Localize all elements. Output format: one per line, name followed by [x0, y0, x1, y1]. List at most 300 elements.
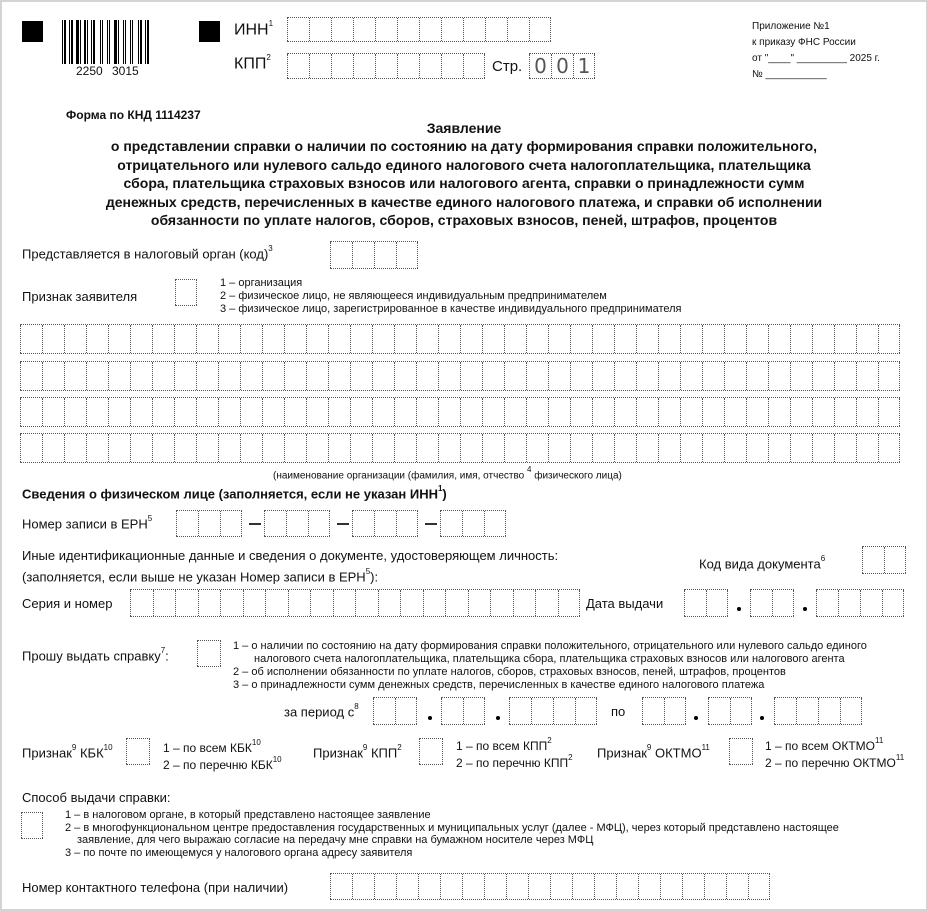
input-cell[interactable] [310, 590, 333, 616]
input-cell[interactable] [130, 434, 152, 462]
input-cell[interactable] [196, 325, 218, 353]
input-cell[interactable] [306, 434, 328, 462]
input-cell[interactable] [328, 434, 350, 462]
input-cell[interactable] [265, 590, 288, 616]
input-cell[interactable] [504, 325, 526, 353]
input-cell[interactable] [64, 434, 86, 462]
input-cell[interactable] [438, 434, 460, 462]
input-cell[interactable] [400, 590, 423, 616]
ern-field-group-4[interactable] [440, 510, 506, 537]
input-cell[interactable] [708, 698, 730, 724]
input-cell[interactable] [592, 362, 614, 390]
input-cell[interactable] [748, 874, 770, 899]
input-cell[interactable] [372, 362, 394, 390]
ern-dash [249, 523, 261, 525]
input-cell[interactable] [526, 325, 548, 353]
input-cell[interactable] [594, 874, 616, 899]
input-cell[interactable] [730, 698, 752, 724]
ern-field-group-3[interactable] [352, 510, 418, 537]
input-cell[interactable] [878, 325, 900, 353]
input-cell[interactable] [706, 590, 728, 616]
input-cell[interactable] [535, 590, 558, 616]
input-cell[interactable] [636, 434, 658, 462]
input-cell[interactable] [394, 434, 416, 462]
input-cell[interactable] [460, 434, 482, 462]
input-cell[interactable] [287, 54, 309, 78]
input-cell[interactable] [490, 590, 513, 616]
oktmo-flag-field[interactable] [729, 738, 753, 765]
input-cell[interactable] [440, 511, 462, 536]
input-cell[interactable] [834, 362, 856, 390]
input-cell[interactable] [485, 18, 507, 41]
input-cell[interactable] [702, 325, 724, 353]
input-cell[interactable] [126, 739, 150, 764]
input-cell[interactable] [153, 590, 176, 616]
input-cell[interactable] [750, 590, 772, 616]
input-cell[interactable] [768, 362, 790, 390]
input-cell[interactable] [394, 398, 416, 426]
input-cell[interactable] [724, 362, 746, 390]
input-cell[interactable] [333, 590, 356, 616]
name-row-2[interactable] [20, 361, 900, 391]
input-cell[interactable] [86, 362, 108, 390]
input-cell[interactable] [396, 874, 418, 899]
input-cell[interactable] [20, 362, 42, 390]
input-cell[interactable] [240, 398, 262, 426]
issue-date-day[interactable] [684, 589, 728, 617]
input-cell[interactable] [460, 325, 482, 353]
input-cell[interactable] [152, 398, 174, 426]
input-cell[interactable] [878, 398, 900, 426]
input-cell[interactable] [309, 18, 331, 41]
input-cell[interactable] [20, 434, 42, 462]
input-cell[interactable] [818, 698, 840, 724]
input-cell[interactable] [350, 434, 372, 462]
input-cell[interactable] [614, 325, 636, 353]
input-cell[interactable] [374, 242, 396, 268]
input-cell[interactable] [42, 325, 64, 353]
input-cell[interactable] [198, 590, 221, 616]
input-cell[interactable] [548, 325, 570, 353]
input-cell[interactable] [746, 398, 768, 426]
input-cell[interactable] [526, 362, 548, 390]
input-cell[interactable] [570, 434, 592, 462]
input-cell[interactable] [790, 398, 812, 426]
input-cell[interactable] [20, 398, 42, 426]
input-cell[interactable] [484, 511, 506, 536]
name-row-4[interactable] [20, 433, 900, 463]
input-cell[interactable] [614, 434, 636, 462]
input-cell[interactable] [240, 362, 262, 390]
input-cell[interactable] [682, 874, 704, 899]
input-cell[interactable] [441, 54, 463, 78]
input-cell[interactable] [220, 511, 242, 536]
input-cell[interactable] [438, 398, 460, 426]
input-cell[interactable] [856, 362, 878, 390]
input-cell[interactable] [468, 590, 491, 616]
issue-date-month[interactable] [750, 589, 794, 617]
input-cell[interactable] [108, 362, 130, 390]
input-cell[interactable] [328, 325, 350, 353]
input-cell[interactable] [726, 874, 748, 899]
input-cell[interactable] [790, 434, 812, 462]
input-cell[interactable] [306, 398, 328, 426]
input-cell[interactable] [768, 398, 790, 426]
input-cell[interactable] [220, 590, 243, 616]
issue-date-year[interactable] [816, 589, 904, 617]
name-row-1[interactable] [20, 324, 900, 354]
input-cell[interactable] [196, 434, 218, 462]
name-row-3[interactable] [20, 397, 900, 427]
input-cell[interactable] [373, 698, 395, 724]
period-from-year[interactable] [509, 697, 597, 725]
input-cell[interactable] [680, 325, 702, 353]
ern-field-group-1[interactable] [176, 510, 242, 537]
kbk-flag-field[interactable] [126, 738, 150, 765]
input-cell[interactable] [553, 698, 575, 724]
input-cell[interactable] [372, 398, 394, 426]
input-cell[interactable] [702, 434, 724, 462]
input-cell[interactable] [438, 362, 460, 390]
input-cell[interactable] [374, 874, 396, 899]
input-cell[interactable] [416, 325, 438, 353]
input-cell[interactable] [746, 362, 768, 390]
input-cell[interactable] [175, 590, 198, 616]
input-cell[interactable] [352, 511, 374, 536]
series-number-field[interactable] [130, 589, 580, 617]
input-cell[interactable] [309, 54, 331, 78]
input-cell[interactable] [419, 18, 441, 41]
input-cell[interactable] [550, 874, 572, 899]
input-cell[interactable] [196, 398, 218, 426]
input-cell[interactable] [506, 874, 528, 899]
input-cell[interactable] [21, 813, 43, 838]
input-cell[interactable] [374, 511, 396, 536]
input-cell[interactable] [463, 54, 485, 78]
input-cell[interactable] [796, 698, 818, 724]
input-cell[interactable] [636, 362, 658, 390]
input-cell[interactable] [834, 434, 856, 462]
input-cell[interactable] [350, 325, 372, 353]
input-cell[interactable] [856, 398, 878, 426]
input-cell[interactable] [856, 325, 878, 353]
input-cell[interactable] [108, 434, 130, 462]
input-cell[interactable] [834, 325, 856, 353]
input-cell[interactable] [355, 590, 378, 616]
input-cell[interactable] [684, 590, 706, 616]
inn-field[interactable] [287, 17, 551, 42]
input-cell[interactable] [375, 54, 397, 78]
input-cell[interactable] [419, 54, 441, 78]
input-cell[interactable] [218, 325, 240, 353]
input-cell[interactable] [284, 398, 306, 426]
kpp-flag-field[interactable] [419, 738, 443, 765]
input-cell[interactable] [834, 398, 856, 426]
input-cell[interactable] [397, 18, 419, 41]
input-cell[interactable] [86, 434, 108, 462]
input-cell[interactable] [64, 362, 86, 390]
input-cell[interactable] [462, 511, 484, 536]
input-cell[interactable] [664, 698, 686, 724]
input-cell[interactable] [680, 434, 702, 462]
input-cell[interactable] [441, 698, 463, 724]
input-cell[interactable] [570, 398, 592, 426]
input-cell[interactable] [570, 362, 592, 390]
input-cell[interactable] [175, 280, 197, 305]
input-cell[interactable] [702, 398, 724, 426]
input-cell[interactable] [130, 325, 152, 353]
input-cell[interactable] [658, 434, 680, 462]
input-cell[interactable] [509, 698, 531, 724]
input-cell[interactable] [331, 18, 353, 41]
input-cell[interactable] [372, 325, 394, 353]
input-cell[interactable] [812, 398, 834, 426]
input-cell[interactable] [306, 362, 328, 390]
input-cell[interactable] [174, 398, 196, 426]
input-cell[interactable] [878, 434, 900, 462]
input-cell[interactable] [724, 325, 746, 353]
input-cell[interactable] [176, 511, 198, 536]
certificate-type-field[interactable] [197, 640, 221, 667]
input-cell[interactable] [507, 18, 529, 41]
input-cell[interactable] [768, 325, 790, 353]
input-cell[interactable] [350, 362, 372, 390]
input-cell[interactable] [197, 641, 221, 666]
input-cell[interactable] [856, 434, 878, 462]
input-cell[interactable] [484, 874, 506, 899]
input-cell[interactable] [658, 398, 680, 426]
input-cell[interactable] [42, 362, 64, 390]
input-cell[interactable] [616, 874, 638, 899]
input-cell[interactable] [529, 18, 551, 41]
input-cell[interactable] [308, 511, 330, 536]
input-cell[interactable] [350, 398, 372, 426]
input-cell[interactable] [284, 325, 306, 353]
input-cell[interactable] [526, 398, 548, 426]
input-cell[interactable] [838, 590, 860, 616]
input-cell[interactable] [482, 398, 504, 426]
input-cell[interactable] [284, 434, 306, 462]
input-cell[interactable] [262, 325, 284, 353]
input-cell[interactable] [418, 874, 440, 899]
period-from-month[interactable] [441, 697, 485, 725]
input-cell[interactable] [768, 434, 790, 462]
input-cell[interactable] [592, 434, 614, 462]
input-cell[interactable] [108, 325, 130, 353]
input-cell[interactable] [746, 325, 768, 353]
input-cell[interactable] [198, 511, 220, 536]
input-cell[interactable] [812, 434, 834, 462]
input-cell[interactable] [592, 398, 614, 426]
input-cell[interactable] [460, 398, 482, 426]
phone-field[interactable] [330, 873, 770, 900]
input-cell[interactable] [660, 874, 682, 899]
input-cell[interactable] [395, 698, 417, 724]
input-cell[interactable] [526, 434, 548, 462]
period-from-day[interactable] [373, 697, 417, 725]
input-cell[interactable] [86, 398, 108, 426]
input-cell[interactable] [504, 398, 526, 426]
input-cell[interactable] [513, 590, 536, 616]
input-cell[interactable] [724, 398, 746, 426]
input-cell[interactable] [642, 698, 664, 724]
input-cell[interactable] [482, 362, 504, 390]
input-cell[interactable] [284, 362, 306, 390]
period-to-year[interactable] [774, 697, 862, 725]
input-cell[interactable] [558, 590, 581, 616]
input-cell[interactable] [330, 242, 352, 268]
input-cell[interactable] [812, 325, 834, 353]
input-cell[interactable] [262, 362, 284, 390]
input-cell[interactable] [352, 242, 374, 268]
input-cell[interactable] [724, 434, 746, 462]
input-cell[interactable] [592, 325, 614, 353]
input-cell[interactable] [419, 739, 443, 764]
input-cell[interactable] [287, 18, 309, 41]
input-cell[interactable] [394, 325, 416, 353]
input-cell[interactable] [445, 590, 468, 616]
input-cell[interactable] [482, 325, 504, 353]
input-cell[interactable] [218, 434, 240, 462]
input-cell[interactable] [680, 398, 702, 426]
input-cell[interactable] [20, 325, 42, 353]
input-cell[interactable] [463, 18, 485, 41]
input-cell[interactable] [531, 698, 553, 724]
input-cell[interactable] [42, 434, 64, 462]
input-cell[interactable] [130, 590, 153, 616]
input-cell[interactable] [108, 398, 130, 426]
input-cell[interactable] [353, 18, 375, 41]
input-cell[interactable] [790, 362, 812, 390]
input-cell[interactable] [463, 698, 485, 724]
delivery-method-field[interactable] [21, 812, 43, 839]
input-cell[interactable] [64, 325, 86, 353]
input-cell[interactable] [614, 398, 636, 426]
input-cell[interactable] [331, 54, 353, 78]
input-cell[interactable] [462, 874, 484, 899]
input-cell[interactable] [288, 590, 311, 616]
input-cell[interactable] [416, 434, 438, 462]
input-cell[interactable] [729, 739, 753, 764]
input-cell[interactable] [482, 434, 504, 462]
input-cell[interactable] [378, 590, 401, 616]
kpp-field[interactable] [287, 53, 485, 79]
input-cell[interactable] [86, 325, 108, 353]
input-cell[interactable] [130, 398, 152, 426]
input-cell[interactable] [658, 362, 680, 390]
input-cell[interactable] [774, 698, 796, 724]
period-to-day[interactable] [642, 697, 686, 725]
input-cell[interactable] [240, 434, 262, 462]
input-cell[interactable] [504, 434, 526, 462]
input-cell[interactable] [423, 590, 446, 616]
input-cell[interactable] [704, 874, 726, 899]
input-cell[interactable] [328, 362, 350, 390]
input-cell[interactable] [306, 325, 328, 353]
applicant-type-field[interactable] [175, 279, 197, 306]
input-cell[interactable] [504, 362, 526, 390]
input-cell[interactable] [575, 698, 597, 724]
barcode-bar [62, 20, 63, 64]
input-cell[interactable] [636, 398, 658, 426]
input-cell[interactable] [353, 54, 375, 78]
input-cell[interactable] [396, 511, 418, 536]
input-cell[interactable] [397, 54, 419, 78]
input-cell[interactable] [658, 325, 680, 353]
input-cell[interactable] [772, 590, 794, 616]
input-cell[interactable] [548, 398, 570, 426]
input-cell[interactable] [64, 398, 86, 426]
input-cell[interactable] [790, 325, 812, 353]
input-cell[interactable] [816, 590, 838, 616]
input-cell[interactable] [328, 398, 350, 426]
tax-authority-code-field[interactable] [330, 241, 418, 269]
input-cell[interactable] [882, 590, 904, 616]
input-cell[interactable] [372, 434, 394, 462]
input-cell[interactable] [396, 242, 418, 268]
input-cell[interactable] [152, 325, 174, 353]
input-cell[interactable] [330, 874, 352, 899]
input-cell[interactable] [840, 698, 862, 724]
input-cell[interactable] [884, 547, 906, 573]
input-cell[interactable] [860, 590, 882, 616]
input-cell[interactable] [416, 362, 438, 390]
input-cell[interactable] [152, 434, 174, 462]
input-cell[interactable] [638, 874, 660, 899]
input-cell[interactable] [218, 398, 240, 426]
input-cell[interactable] [441, 18, 463, 41]
ern-field-group-2[interactable] [264, 510, 330, 537]
input-cell[interactable] [548, 362, 570, 390]
input-cell[interactable] [614, 362, 636, 390]
input-cell[interactable] [680, 362, 702, 390]
input-cell[interactable] [243, 590, 266, 616]
input-cell[interactable] [262, 398, 284, 426]
input-cell[interactable] [570, 325, 592, 353]
input-cell[interactable] [42, 398, 64, 426]
input-cell[interactable] [130, 362, 152, 390]
input-cell[interactable] [746, 434, 768, 462]
input-cell[interactable] [174, 434, 196, 462]
input-cell[interactable] [460, 362, 482, 390]
input-cell[interactable] [152, 362, 174, 390]
input-cell[interactable] [352, 874, 374, 899]
input-cell[interactable] [416, 398, 438, 426]
input-cell[interactable] [262, 434, 284, 462]
input-cell[interactable] [196, 362, 218, 390]
input-cell[interactable] [572, 874, 594, 899]
input-cell[interactable] [218, 362, 240, 390]
input-cell[interactable] [438, 325, 460, 353]
input-cell[interactable] [862, 547, 884, 573]
input-cell[interactable] [394, 362, 416, 390]
input-cell[interactable] [878, 362, 900, 390]
input-cell[interactable] [440, 874, 462, 899]
input-cell[interactable] [264, 511, 286, 536]
input-cell[interactable] [812, 362, 834, 390]
input-cell[interactable] [174, 325, 196, 353]
input-cell[interactable] [548, 434, 570, 462]
input-cell[interactable] [528, 874, 550, 899]
input-cell[interactable] [240, 325, 262, 353]
input-cell[interactable] [636, 325, 658, 353]
input-cell[interactable] [286, 511, 308, 536]
input-cell[interactable] [702, 362, 724, 390]
doc-code-field[interactable] [862, 546, 906, 574]
input-cell[interactable] [375, 18, 397, 41]
period-to-month[interactable] [708, 697, 752, 725]
input-cell[interactable] [174, 362, 196, 390]
